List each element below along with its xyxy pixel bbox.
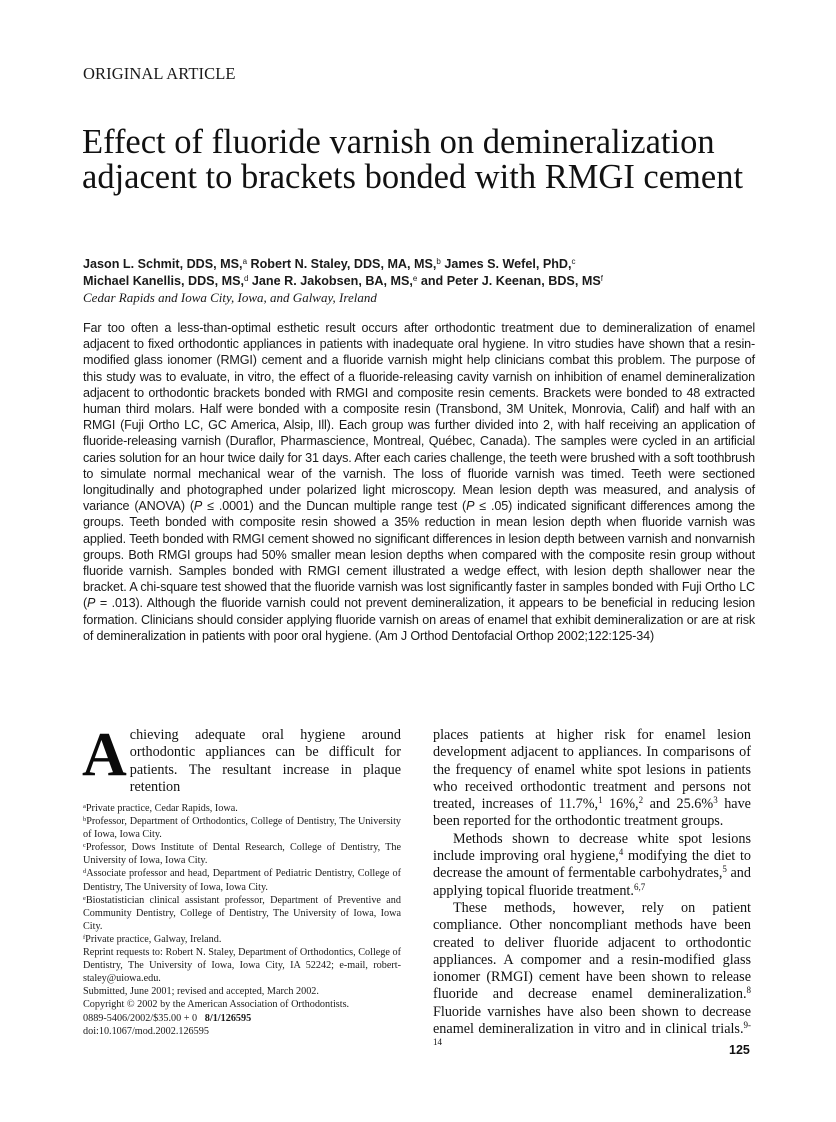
section-label: ORIGINAL ARTICLE — [83, 64, 236, 83]
abstract-text: ≤ .0001) and the Duncan multiple range test ( — [202, 499, 467, 514]
reference-mark: 3 — [713, 795, 718, 806]
reference-mark: 1 — [598, 795, 603, 806]
body-text: modifying the diet to decrease the amount of fermentable carbohydrates, — [433, 848, 751, 882]
affiliation-mark: e — [412, 274, 418, 283]
body-paragraph — [433, 831, 751, 900]
footnote-mark: a — [83, 803, 86, 810]
copyright: Copyright © 2002 by the American Association of Orthodontists. — [83, 999, 350, 1011]
abstract — [83, 320, 755, 644]
reference-mark: 4 — [618, 847, 624, 858]
article-title: Effect of fluoride varnish on demineralization adjacent to brackets bonded with RMGI cement — [82, 123, 744, 196]
doi: doi:10.1067/mod.2002.126595 — [83, 1025, 209, 1037]
abstract-text: Far too often a less-than-optimal esthetic result occurs after orthodontic treatment due to demineralization of enamel adjacent to fixed orthodontic appliances in patients with inadequate oral hygiene. In vitro studies have shown that a resin-modified glass ionomer (RMGI) cement and a fluoride varnish might help clinicians combat this problem. The purpose of this study was to evaluate, in vitro, the effect of a fluoride-releasing cavity varnish on inhibition of enamel demineralization adjacent to orthodontic brackets bonded with RMGI and composite resin cements. Brackets were bonded to 48 extracted human third molars. Half were bonded with a composite resin (Transbond, 3M Unitek, Monrovia, Calif) and half with an RMGI (Fuji Ortho LC, GC America, Alsip, Ill). Each group was further divided into 2, with half receiving an application of fluoride-releasing varnish (Duraflor, Pharmascience, Montreal, Québec, Canada). The samples were cycled in an artificial caries solution for an hour twice daily for 31 days. After each caries challenge, the teeth were brushed with a soft toothbrush to simulate normal mechanical wear of the varnish. The loss of fluoride varnish was timed. Teeth were sectioned longitudinally and photographed under polarized light microscopy. Mean lesion depth was measured, and analysis of variance (ANOVA) ( — [83, 321, 755, 514]
author-location: Cedar Rapids and Iowa City, Iowa, and Galway, Ireland — [83, 290, 377, 305]
body-text: and 25.6% — [643, 796, 714, 813]
footnote-mark: e — [83, 894, 86, 902]
p-symbol: P — [193, 499, 203, 514]
issn: 0889-5406/2002/$35.00 + 0 — [83, 1012, 198, 1024]
affiliation-mark: b — [436, 257, 441, 266]
reference-mark: 8 — [746, 985, 751, 996]
p-symbol: P — [466, 499, 475, 514]
author-name: Michael Kanellis, DDS, MS, — [83, 274, 244, 288]
drop-cap: A — [82, 721, 127, 789]
author-name: James S. Wefel, PhD, — [444, 257, 572, 271]
reference-mark: 6,7 — [633, 881, 646, 892]
author-name: Robert N. Staley, DDS, MA, MS, — [250, 257, 437, 271]
body-text: These methods, however, rely on patient compliance. Other noncompliant methods have been created to deliver fluoride adjacent to orthodontic appliances. A compomer and a resin-modified glass ionomer (RMGI) cement have been shown to release fluoride and decrease enamel demineralization. — [433, 899, 751, 1003]
footnote-mark: c — [83, 842, 86, 850]
author-name: Jason L. Schmit, DDS, MS, — [83, 257, 243, 271]
footnote — [83, 933, 401, 946]
p-symbol: P — [87, 596, 96, 611]
intro-text: chieving adequate oral hygiene around orthodontic appliances can be difficult for patients. The resultant increase in plaque retention — [129, 727, 401, 795]
footnote — [83, 841, 401, 867]
abstract-text: = .013). Although the fluoride varnish could not prevent demineralization, it appears to be beneficial in reducing lesion formation. Clinicians should consider applying fluoride varnish on areas of enamel that exhibit demineralization or are at risk of demineralization in patients with poor oral hygiene. (Am J Orthod Dentofacial Orthop 2002;122:125-34) — [83, 596, 755, 643]
reprint-requests: Reprint requests to: Robert N. Staley, Department of Orthodontics, College of Dentistry, The University of Iowa, Iowa City, IA 52242; e-mail, robert-staley@uiowa.edu. — [83, 947, 401, 985]
reference-mark: 9-14 — [433, 1020, 751, 1048]
body-text: have been reported for the orthodontic treatment groups. — [433, 796, 751, 830]
footnotes — [83, 802, 401, 1038]
page-number: 125 — [729, 1043, 750, 1057]
abstract-text: ≤ .05) indicated significant differences among the groups. Teeth bonded with composite resin showed a 35% reduction in mean lesion depth when fluoride varnish was applied. Teeth bonded with RMGI cement showed no significant differences in lesion depth between varnish and nonvarnish groups. Both RMGI groups had 50% smaller mean lesion depths when compared with the composite resin group without fluoride varnish. Samples bonded with RMGI cement illustrated a wedge effect, with lesion depth shallower near the bracket. A chi-square test showed that the fluoride varnish was lost significantly faster in samples bonded with Fuji Ortho LC ( — [83, 499, 755, 611]
footnote-mark: f — [83, 933, 86, 941]
footnote-text: Biostatistician clinical assistant professor, Department of Preventive and Community Dentistry, College of Dentistry, The University of Iowa, Iowa City. — [83, 894, 401, 932]
affiliation-mark: a — [242, 257, 248, 266]
footnote-mark: d — [83, 868, 87, 876]
footnote — [83, 802, 401, 815]
right-column — [433, 727, 751, 1056]
affiliation-mark: f — [600, 274, 603, 283]
reference-mark: 2 — [638, 795, 644, 806]
footnote-text: Professor, Dows Institute of Dental Research, College of Dentistry, The University of Iowa, Iowa City. — [83, 842, 401, 867]
body-text: and applying topical fluoride treatment. — [433, 865, 751, 899]
author-list — [83, 256, 763, 290]
reference-mark: 5 — [722, 864, 727, 875]
affiliation-mark: c — [571, 257, 576, 266]
issn-line — [83, 1012, 401, 1025]
body-text: Fluoride varnishes have also been shown to decrease enamel demineralization in vitro and in clinical trials. — [433, 1003, 751, 1038]
footnote-text: Private practice, Galway, Ireland. — [85, 933, 222, 945]
footnote — [83, 867, 401, 893]
body-text: Methods shown to decrease white spot lesions include improving oral hygiene, — [433, 830, 751, 865]
footnote — [83, 815, 401, 841]
footnote-mark: b — [83, 816, 87, 824]
body-paragraph — [433, 900, 751, 1056]
footnote-text: Associate professor and head, Department of Pediatric Dentistry, College of Dentistry, The University of Iowa, Iowa City. — [83, 868, 401, 893]
body-paragraph — [433, 727, 751, 831]
footnote — [83, 894, 401, 933]
author-name: Jane R. Jakobsen, BA, MS, — [251, 274, 413, 288]
body-text: 16%, — [602, 796, 639, 813]
article-code: 8/1/126595 — [204, 1012, 252, 1024]
affiliation-mark: d — [243, 274, 249, 283]
left-column — [82, 721, 401, 796]
footnote-text: Private practice, Cedar Rapids, Iowa. — [85, 803, 238, 814]
author-name: and Peter J. Keenan, BDS, MS — [420, 274, 601, 288]
submission-dates: Submitted, June 2001; revised and accepted, March 2002. — [83, 986, 319, 998]
intro-paragraph — [82, 721, 401, 796]
footnote-text: Professor, Department of Orthodontics, College of Dentistry, The University of Iowa, Iowa City. — [83, 816, 401, 841]
body-text: places patients at higher risk for enamel lesion development adjacent to appliances. In comparisons of the frequency of enamel white spot lesions in patients who received orthodontic treatment and persons not treated, increases of 11.7%, — [433, 727, 751, 813]
